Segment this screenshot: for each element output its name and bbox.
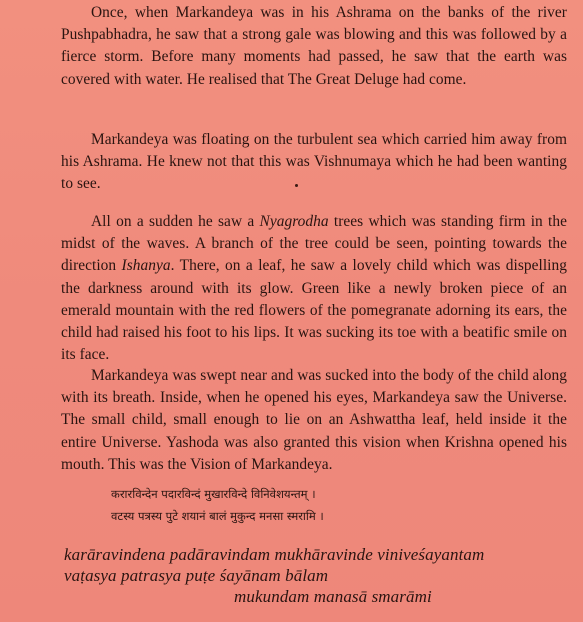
paragraph-floating: Markandeya was floating on the turbulent sea which carried him away from his Ashrama. He knew not that this was Vishnumaya which he had been wanting to see. [61,131,567,193]
paragraph-text: . There, on a leaf, he saw a lovely child which was dispelling the darkness around with its glow. Green like a newly broken piece of an emerald mountain with the red flowers of the pomegranate adorning its ears, the child had raised his foot to his lips. It was sucking its toe with a beatific smile on its face. [61,257,567,364]
sanskrit-verse-line-1: करारविन्देन पदारविन्दं मुखारविन्दे विनिवेशयन्तम् । [111,487,316,501]
paragraph-nyagrodha-child [61,211,567,366]
paragraph-storm: Once, when Markandeya was in his Ashrama on the banks of the river Pushpabhadra, he saw that a strong gale was blowing and this was followed by a fierce storm. Before many moments had passed, he saw that the earth was covered with water. He realised that The Great Deluge had come. [61,4,567,88]
transliteration-line-2: vaṭasya patrasya puṭe śayānam bālam [64,566,329,585]
paragraph-vision: Markandeya was swept near and was sucked into the body of the child along with its breath. Inside, when he opened his eyes, Markandeya saw the Universe. The small child, small enough to lie on an Ashwattha leaf, held inside it the entire Universe. Yashoda was also granted this vision when Krishna opened his mouth. This was the Vision of Markandeya. [61,367,567,473]
ishanya-term: Ishanya [121,257,171,275]
paragraph-text: All on a sudden he saw a [91,213,260,230]
nyagrodha-term: Nyagrodha [259,213,329,230]
paragraph-text: trees which was standing firm in the midst of the waves. A branch of the tree could be seen, pointing towards the direction [61,213,568,275]
sanskrit-verse-line-2: वटस्य पत्रस्य पुटे शयानं बालं मुकुन्द मनसा स्मरामि । [111,509,324,523]
transliteration-line-1: karāravindena padāravindam mukhāravinde viniveśayantam [64,545,485,564]
transliteration-line-3: mukundam manasā smarāmi [234,587,432,606]
ink-speck [295,184,298,187]
